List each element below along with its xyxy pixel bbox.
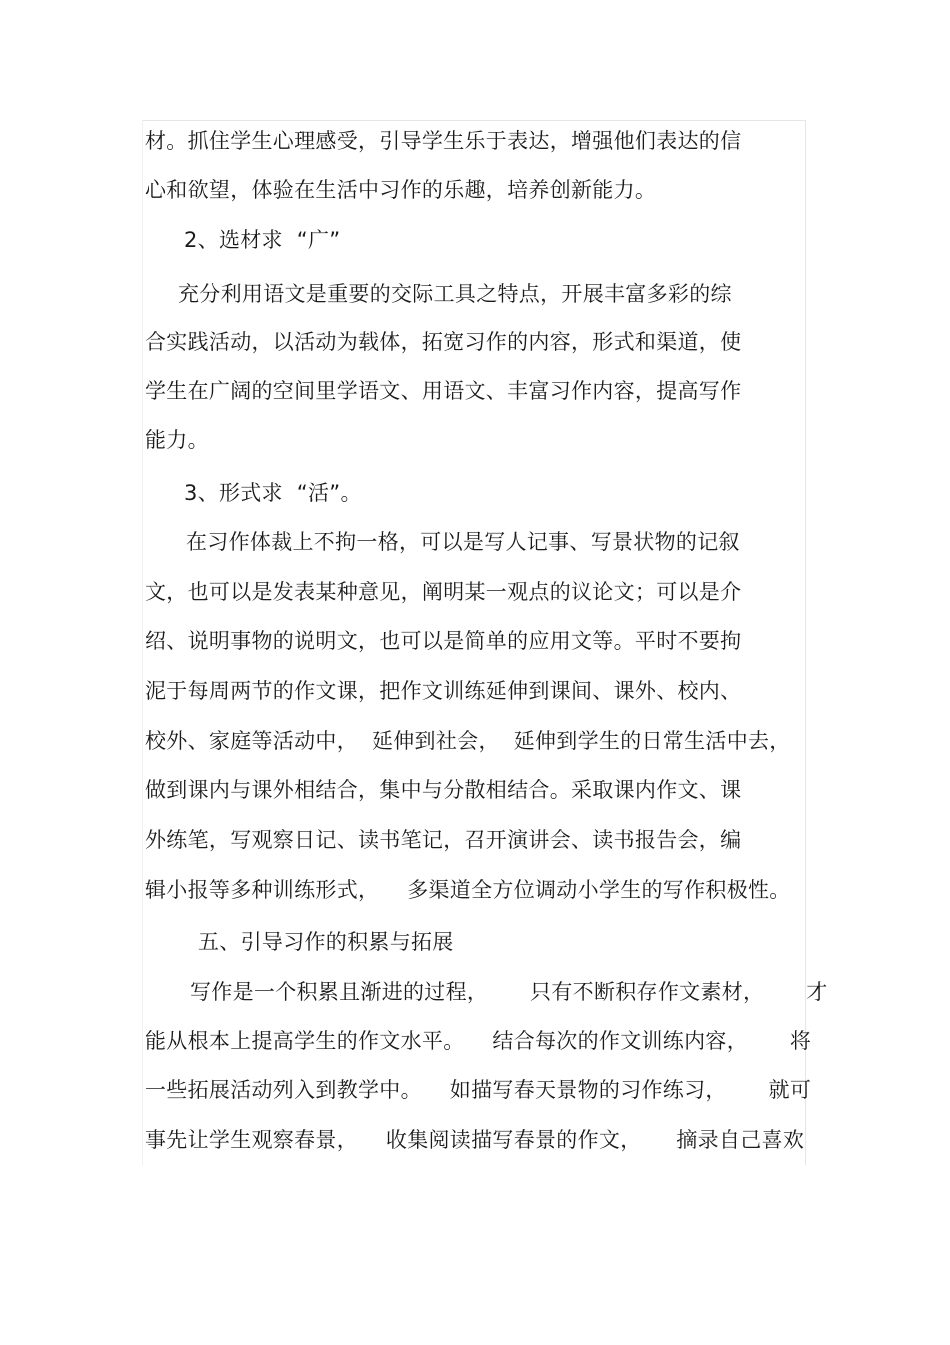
text-line: 心和欲望，体验在生活中习作的乐趣，培养创新能力。 — [145, 178, 657, 202]
section-heading: 2、选材求 “广” — [184, 228, 341, 252]
text-line: 辑小报等多种训练形式， 多渠道全方位调动小学生的写作积极性。 — [145, 878, 791, 902]
section-heading: 五、引导习作的积累与拓展 — [198, 930, 454, 954]
text-line: 事先让学生观察春景， 收集阅读描写春景的作文， 摘录自己喜欢 — [145, 1128, 805, 1152]
text-line: 能从根本上提高学生的作文水平。 结合每次的作文训练内容， 将 — [145, 1029, 812, 1053]
text-line: 绍、说明事物的说明文，也可以是简单的应用文等。平时不要拘 — [145, 629, 742, 653]
text-line: 在习作体裁上不拘一格，可以是写人记事、写景状物的记叙 — [186, 530, 740, 554]
text-line: 文，也可以是发表某种意见，阐明某一观点的议论文；可以是介 — [145, 580, 742, 604]
text-line: 做到课内与课外相结合，集中与分散相结合。采取课内作文、课 — [145, 778, 742, 802]
text-line: 充分利用语文是重要的交际工具之特点，开展丰富多彩的综 — [178, 282, 732, 306]
text-line: 校外、家庭等活动中， 延伸到社会， 延伸到学生的日常生活中去， — [145, 729, 791, 753]
text-line: 一些拓展活动列入到教学中。 如描写春天景物的习作练习， 就可 — [145, 1078, 812, 1102]
text-line: 学生在广阔的空间里学语文、用语文、丰富习作内容，提高写作 — [145, 379, 742, 403]
text-line: 合实践活动，以活动为载体，拓宽习作的内容，形式和渠道，使 — [145, 330, 742, 354]
text-line: 写作是一个积累且渐进的过程， 只有不断积存作文素材， 才 — [190, 980, 828, 1004]
text-line: 泥于每周两节的作文课，把作文训练延伸到课间、课外、校内、 — [145, 679, 742, 703]
section-heading: 3、形式求 “活”。 — [184, 481, 362, 505]
text-line: 材。抓住学生心理感受，引导学生乐于表达，增强他们表达的信 — [145, 129, 742, 153]
text-line: 外练笔，写观察日记、读书笔记，召开演讲会、读书报告会，编 — [145, 828, 742, 852]
text-line: 能力。 — [145, 428, 209, 452]
